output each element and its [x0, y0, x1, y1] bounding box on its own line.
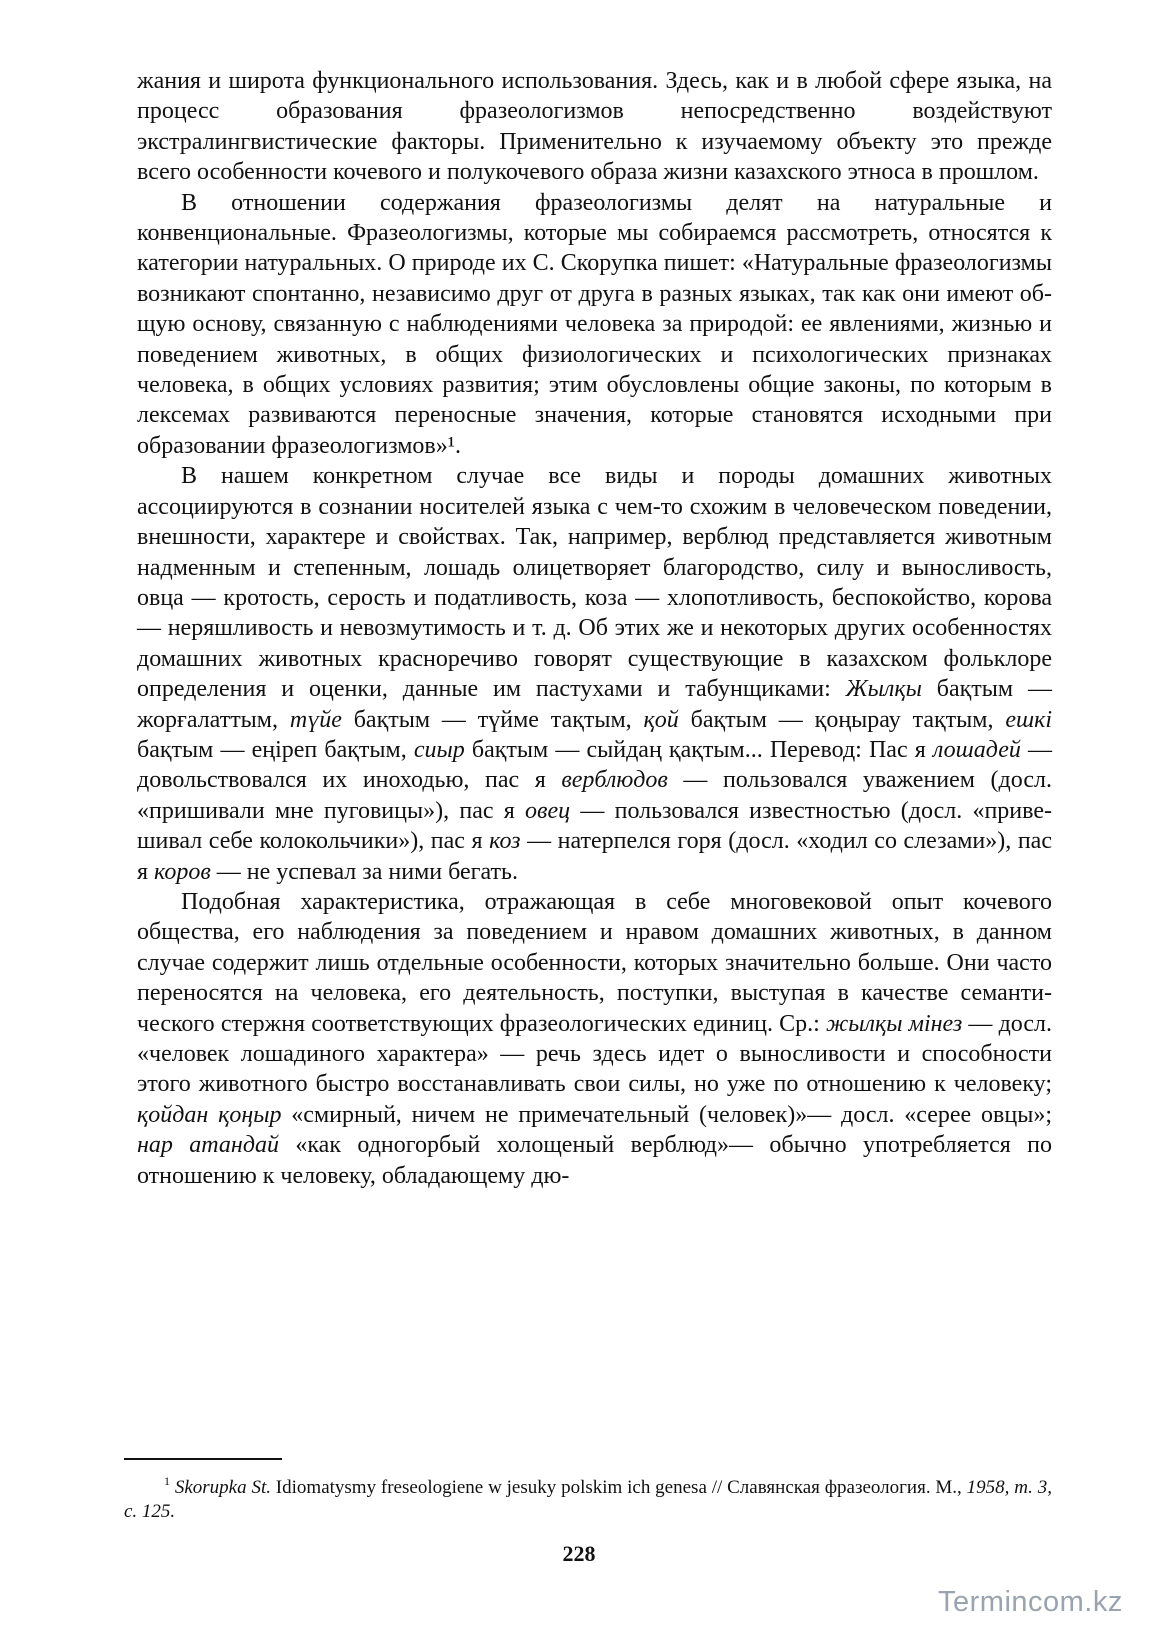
text-run: — пользовался уважением (досл. «пришивали мне пуговицы»), пас я [137, 767, 1052, 824]
page-number: 228 [562, 1541, 596, 1566]
text-run: — досл. «человек лошадиного характера» — речь здесь идет о выносливости и способности этого животного быстро восстанавливать свои силы, но уже по отношению к человеку; [137, 1010, 1052, 1098]
footnote-marker: 1 [164, 1474, 170, 1488]
text-run: бақтым — сыйдаң қақтым... Перевод: Пас я [464, 736, 933, 763]
footnote-rest: , т. 3, с. 125. [124, 1477, 1053, 1522]
text-run: бақтым — жорғалаттым, [137, 676, 1052, 733]
text-run: «смирный, ничем не примечательный (человек)»— досл. «серее овцы»; [281, 1101, 1052, 1128]
paragraph-2 [137, 188, 1052, 462]
paragraph-1-text: жания и широта функционального использования. Здесь, как и в любой сфере языка, на процесс образования фразеологизмов непосредственно воздействуют экстралингвистические факторы. Применительно к изучаемому объекту это прежде всего особенности кочевого и полукочевого образа жизни казахского этноса в прошлом. [137, 68, 1052, 186]
text-run: «как одногорбый холощеный верблюд»— обычно употребляется по отношению к человеку, обладающему дю- [137, 1132, 1052, 1189]
paragraph-3 [137, 461, 1052, 887]
italic-term: сиыр [413, 736, 465, 763]
text-run: бақтым — түйме тақтым, [341, 706, 644, 733]
italic-term: овец [525, 797, 571, 824]
paragraph-4 [137, 887, 1052, 1191]
italic-term: түйе [289, 706, 342, 733]
main-text [137, 66, 1052, 1191]
text-run: — пользовался известностью (досл. «привешивал себе колокольчики»), пас я [137, 797, 1052, 855]
italic-term: коров [154, 858, 211, 885]
text-run: бақтым — еңіреп бақтым, [137, 736, 414, 763]
paragraph-1 [137, 66, 1052, 188]
footnote-divider [124, 1458, 282, 1460]
text-run: — не успевал за ними бегать. [210, 858, 518, 885]
text-run: бақтым — қоңырау тақтым, [678, 706, 1006, 733]
text-run: — довольствовался их иноходью, пас я [137, 736, 1053, 794]
italic-term: коз [489, 828, 521, 855]
italic-term: лошадей [932, 736, 1021, 763]
italic-term: нар атандай [137, 1132, 279, 1159]
watermark-logo: Termincom.kz [938, 1586, 1123, 1618]
footnote-text: Idiomatysmy freseologiene w jesuky polskim ich genesa // Славянская фразеология. М., [270, 1477, 967, 1498]
text-run: — натерпелся горя (досл. «ходил со слезами»), пас я [137, 828, 1052, 885]
text-run: В нашем конкретном случае все виды и породы домашних животных ассоциируются в сознании носителей языка с чем-то схожим в человеческом поведении, внешности, характере и свойствах. Так, например, верблюд представляется животным надменным и степенным, лошадь олицетворяет благородство, силу и выносливость, овца — кротость, серость и податливость, коза — хлопотливость, беспокойство, корова — неряшливость и невозмутимость и т. д. Об этих же и некоторых других особенностях домашних животных красноречиво говорят существующие в казахском фольклоре определения и оценки, данные им пастухами и табунщиками: [137, 463, 1052, 703]
italic-term: қой [643, 706, 679, 733]
footnote-author: Skorupka St. [174, 1477, 271, 1498]
italic-term: жылқы мінез [825, 1010, 963, 1037]
italic-term: верблюдов [561, 767, 668, 794]
italic-term: ешкі [1005, 706, 1053, 733]
paragraph-2-text: В отношении содержания фразеологизмы делят на натуральные и конвенциональные. Фразеологизмы, которые мы собираемся рассмотреть, относятся к категории натуральных. О природе их С. Скорупка пишет: «Натуральные фразеологизмы возникают спонтанно, независимо друг от друга в разных языках, так как они имеют общую основу, связанную с наблюдениями человека за природой: ее явлениями, жизнью и поведением животных, в общих физиологических и психологических признаках человека, в общих условиях развития; этим обусловлены общие законы, по которым в лексемах развиваются переносные значения, которые становятся исходными при образовании фразеологизмов»¹. [137, 189, 1052, 459]
footnote [124, 1469, 1052, 1524]
footnote-year: 1958 [966, 1477, 1005, 1498]
italic-term: Жылқы [845, 676, 922, 703]
text-run: Подобная характеристика, отражающая в себе многовековой опыт кочевого общества, его наблюдения за поведением и нравом домашних животных, в данном случае содержит лишь отдельные особенности, которых значительно больше. Они часто переносятся на человека, его деятельность, поступки, выступая в качестве семантического стержня соответствующих фразеологических единиц. Ср.: [137, 888, 1052, 1037]
italic-term: қойдан қоңыр [137, 1101, 282, 1128]
